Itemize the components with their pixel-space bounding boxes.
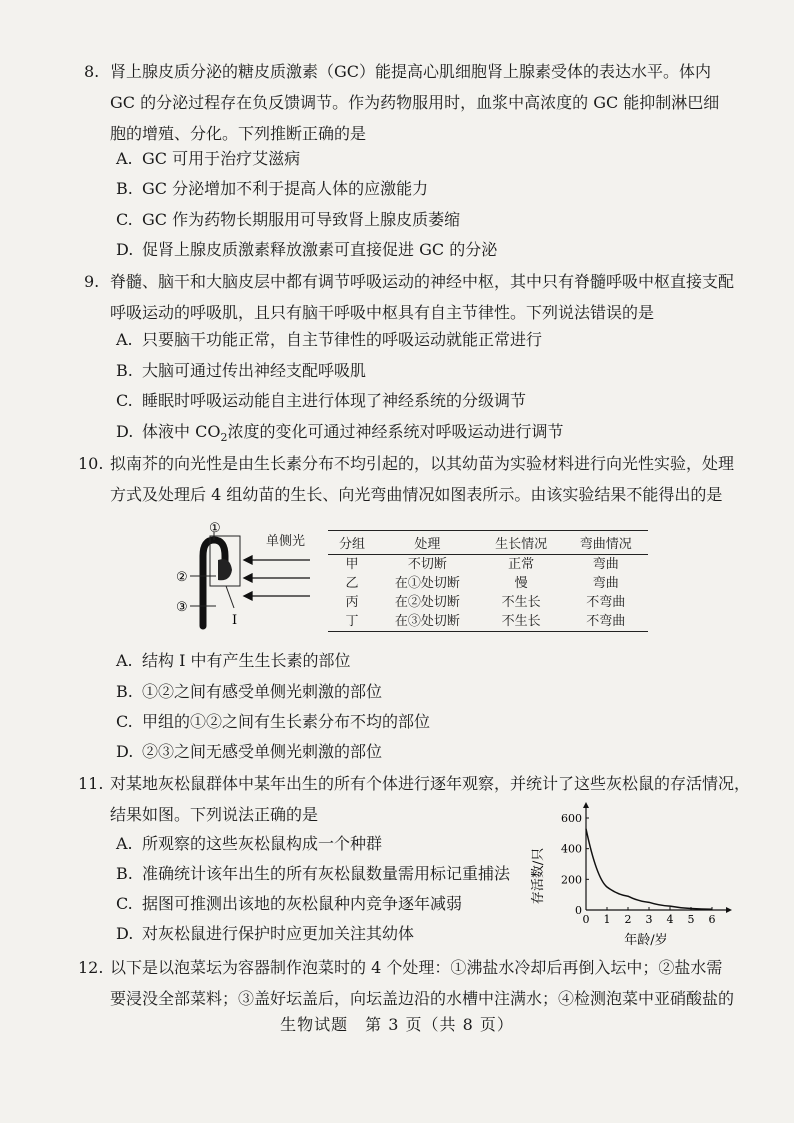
mark-3: ③ bbox=[176, 600, 188, 615]
y-tick-label: 600 bbox=[561, 812, 582, 825]
stem-line: 结果如图。下列说法正确的是 bbox=[110, 805, 319, 824]
light-label: 单侧光 bbox=[266, 534, 306, 549]
table-header bbox=[328, 531, 648, 555]
x-tick-label: 0 bbox=[582, 913, 590, 926]
option-text: 准确统计该年出生的所有灰松鼠数量需用标记重捕法 bbox=[142, 864, 511, 883]
x-tick-label: 1 bbox=[603, 913, 611, 926]
question-10 bbox=[78, 448, 754, 510]
option-text: ①②之间有感受单侧光刺激的部位 bbox=[142, 682, 383, 701]
question-12 bbox=[78, 952, 754, 1014]
x-axis-label: 年龄/岁 bbox=[624, 933, 668, 948]
option-letter: D. bbox=[116, 422, 134, 441]
figure-10 bbox=[170, 522, 650, 634]
table-row bbox=[328, 612, 648, 632]
question-number: 9. bbox=[84, 272, 100, 291]
y-axis-arrow bbox=[583, 802, 589, 808]
option-text: 据图可推测出该地的灰松鼠种内竞争逐年减弱 bbox=[142, 894, 463, 913]
option-letter: B. bbox=[116, 682, 133, 701]
question-number: 11. bbox=[78, 774, 104, 793]
question-stem bbox=[110, 448, 754, 510]
option-letter: B. bbox=[116, 361, 133, 380]
option-text: 结构 I 中有产生生长素的部位 bbox=[142, 651, 351, 670]
stem-line: 肾上腺皮质分泌的糖皮质激素（GC）能提高心肌细胞肾上腺素受体的表达水平。体内 bbox=[110, 62, 712, 81]
option-c[interactable] bbox=[116, 386, 526, 416]
subscript: 2 bbox=[220, 431, 228, 445]
table-row bbox=[328, 593, 648, 612]
table-cell: 丁 bbox=[328, 612, 376, 632]
page-footer: 生物试题 第 3 页（共 8 页） bbox=[280, 1015, 514, 1034]
treatment-table bbox=[328, 530, 648, 632]
option-letter: A. bbox=[116, 330, 133, 349]
option-letter: D. bbox=[116, 924, 134, 943]
column-header: 弯曲情况 bbox=[563, 531, 648, 555]
column-header: 处理 bbox=[376, 531, 479, 555]
option-letter: A. bbox=[116, 834, 133, 853]
column-header: 生长情况 bbox=[479, 531, 564, 555]
seedling-stem bbox=[203, 540, 225, 626]
table-row bbox=[328, 574, 648, 593]
option-text: GC 作为药物长期服用可导致肾上腺皮质萎缩 bbox=[142, 210, 461, 229]
option-letter: C. bbox=[116, 712, 133, 731]
option-text: 浓度的变化可通过神经系统对呼吸运动进行调节 bbox=[227, 422, 564, 441]
table-cell: 弯曲 bbox=[592, 576, 619, 591]
table-cell: 慢 bbox=[514, 576, 528, 591]
stem-line: 要浸没全部菜料；③盖好坛盖后，向坛盖边沿的水槽中注满水；④检测泡菜中亚硝酸盐的 bbox=[110, 989, 735, 1008]
table-cell: 在②处切断 bbox=[394, 595, 460, 610]
seedling-diagram bbox=[170, 522, 330, 634]
question-stem bbox=[110, 952, 754, 1014]
option-letter: D. bbox=[116, 742, 134, 761]
question-number: 12. bbox=[78, 958, 104, 977]
chart-axes bbox=[583, 802, 732, 913]
y-axis-label: 存活数/只 bbox=[531, 847, 546, 905]
mark-2: ② bbox=[176, 570, 188, 585]
option-text: 只要脑干功能正常，自主节律性的呼吸运动就能正常进行 bbox=[142, 330, 543, 349]
question-number: 10. bbox=[78, 454, 104, 473]
option-b[interactable] bbox=[116, 174, 428, 204]
option-c[interactable] bbox=[116, 889, 462, 919]
x-axis-arrow bbox=[726, 907, 732, 913]
option-text: 甲组的①②之间有生长素分布不均的部位 bbox=[142, 712, 431, 731]
option-a[interactable] bbox=[116, 646, 351, 676]
y-tick-label: 400 bbox=[561, 842, 582, 856]
question-stem bbox=[110, 56, 754, 149]
stem-line: 拟南芥的向光性是由生长素分布不均引起的，以其幼苗为实验材料进行向光性实验，处理 bbox=[110, 454, 735, 473]
x-tick-label: 2 bbox=[624, 913, 632, 926]
option-text: GC 分泌增加不利于提高人体的应激能力 bbox=[142, 179, 429, 198]
option-text: 对灰松鼠进行保护时应更加关注其幼体 bbox=[142, 924, 415, 943]
stem-line: 对某地灰松鼠群体中某年出生的所有个体进行逐年观察，并统计了这些灰松鼠的存活情况， bbox=[110, 774, 751, 793]
option-b[interactable] bbox=[116, 356, 366, 386]
table-cell: 丙 bbox=[345, 595, 359, 610]
table-cell: 不弯曲 bbox=[586, 595, 626, 610]
option-letter: C. bbox=[116, 391, 133, 410]
structure-label: I bbox=[232, 613, 238, 628]
question-stem bbox=[110, 266, 754, 328]
option-letter: B. bbox=[116, 864, 133, 883]
x-tick-label: 4 bbox=[666, 913, 674, 926]
table-cell: 在①处切断 bbox=[394, 576, 460, 591]
y-tick-label: 0 bbox=[575, 904, 582, 917]
option-d[interactable] bbox=[116, 919, 414, 949]
option-a[interactable] bbox=[116, 325, 542, 355]
x-tick-label: 5 bbox=[687, 913, 695, 926]
stem-line: 方式及处理后 4 组幼苗的生长、向光弯曲情况如图表所示。由该实验结果不能得出的是 bbox=[110, 485, 723, 504]
option-d[interactable] bbox=[116, 737, 382, 767]
table-cell: 乙 bbox=[345, 576, 359, 591]
survival-chart bbox=[526, 798, 746, 948]
option-letter: D. bbox=[116, 240, 134, 259]
option-b[interactable] bbox=[116, 677, 382, 707]
question-number: 8. bbox=[84, 62, 100, 81]
table-cell: 不生长 bbox=[479, 612, 564, 632]
question-8 bbox=[84, 56, 754, 149]
option-text: ②③之间无感受单侧光刺激的部位 bbox=[142, 742, 383, 761]
table-cell: 弯曲 bbox=[592, 557, 619, 572]
structure-pointer bbox=[226, 586, 234, 608]
survival-curve bbox=[586, 829, 712, 910]
option-letter: B. bbox=[116, 179, 133, 198]
seedling-cotyledon bbox=[218, 559, 232, 580]
stem-line: 脊髓、脑干和大脑皮层中都有调节呼吸运动的神经中枢，其中只有脊髓呼吸中枢直接支配 bbox=[110, 272, 735, 291]
option-text: 睡眠时呼吸运动能自主进行体现了神经系统的分级调节 bbox=[142, 391, 527, 410]
light-arrows bbox=[244, 556, 310, 600]
table-cell: 不弯曲 bbox=[563, 612, 648, 632]
mark-1: ① bbox=[209, 522, 221, 536]
x-tick-label: 6 bbox=[708, 913, 716, 926]
table-row bbox=[328, 555, 648, 575]
option-text: 促肾上腺皮质激素释放激素可直接促进 GC 的分泌 bbox=[142, 240, 498, 259]
option-letter: C. bbox=[116, 894, 133, 913]
question-9 bbox=[84, 266, 754, 328]
option-a[interactable] bbox=[116, 829, 382, 859]
option-letter: A. bbox=[116, 149, 133, 168]
option-c[interactable] bbox=[116, 707, 430, 737]
option-text: 所观察的这些灰松鼠构成一个种群 bbox=[142, 834, 383, 853]
y-tick-label: 200 bbox=[561, 873, 582, 887]
stem-line: GC 的分泌过程存在负反馈调节。作为药物服用时，血浆中高浓度的 GC 能抑制淋巴细 bbox=[110, 93, 720, 112]
option-b[interactable] bbox=[116, 859, 510, 889]
stem-line: 呼吸运动的呼吸肌，且只有脑干呼吸中枢具有自主节律性。下列说法错误的是 bbox=[110, 303, 655, 322]
table-cell: 不切断 bbox=[407, 557, 447, 572]
option-a[interactable] bbox=[116, 144, 300, 174]
option-c[interactable] bbox=[116, 205, 460, 235]
option-text: GC 可用于治疗艾滋病 bbox=[142, 149, 301, 168]
option-text: 体液中 CO bbox=[142, 422, 221, 441]
option-letter: A. bbox=[116, 651, 133, 670]
option-text: 大脑可通过传出神经支配呼吸肌 bbox=[142, 361, 367, 380]
table-cell: 在③处切断 bbox=[376, 612, 479, 632]
stem-line: 以下是以泡菜坛为容器制作泡菜时的 4 个处理：①沸盐水冷却后再倒入坛中；②盐水需 bbox=[110, 958, 723, 977]
stem-line: 胞的增殖、分化。下列推断正确的是 bbox=[110, 124, 367, 143]
table-cell: 正常 bbox=[508, 557, 535, 572]
x-tick-label: 3 bbox=[645, 913, 653, 926]
column-header: 分组 bbox=[328, 531, 376, 555]
option-letter: C. bbox=[116, 210, 133, 229]
table-cell: 甲 bbox=[345, 557, 359, 572]
table-cell: 不生长 bbox=[501, 595, 541, 610]
option-d[interactable] bbox=[116, 235, 497, 265]
